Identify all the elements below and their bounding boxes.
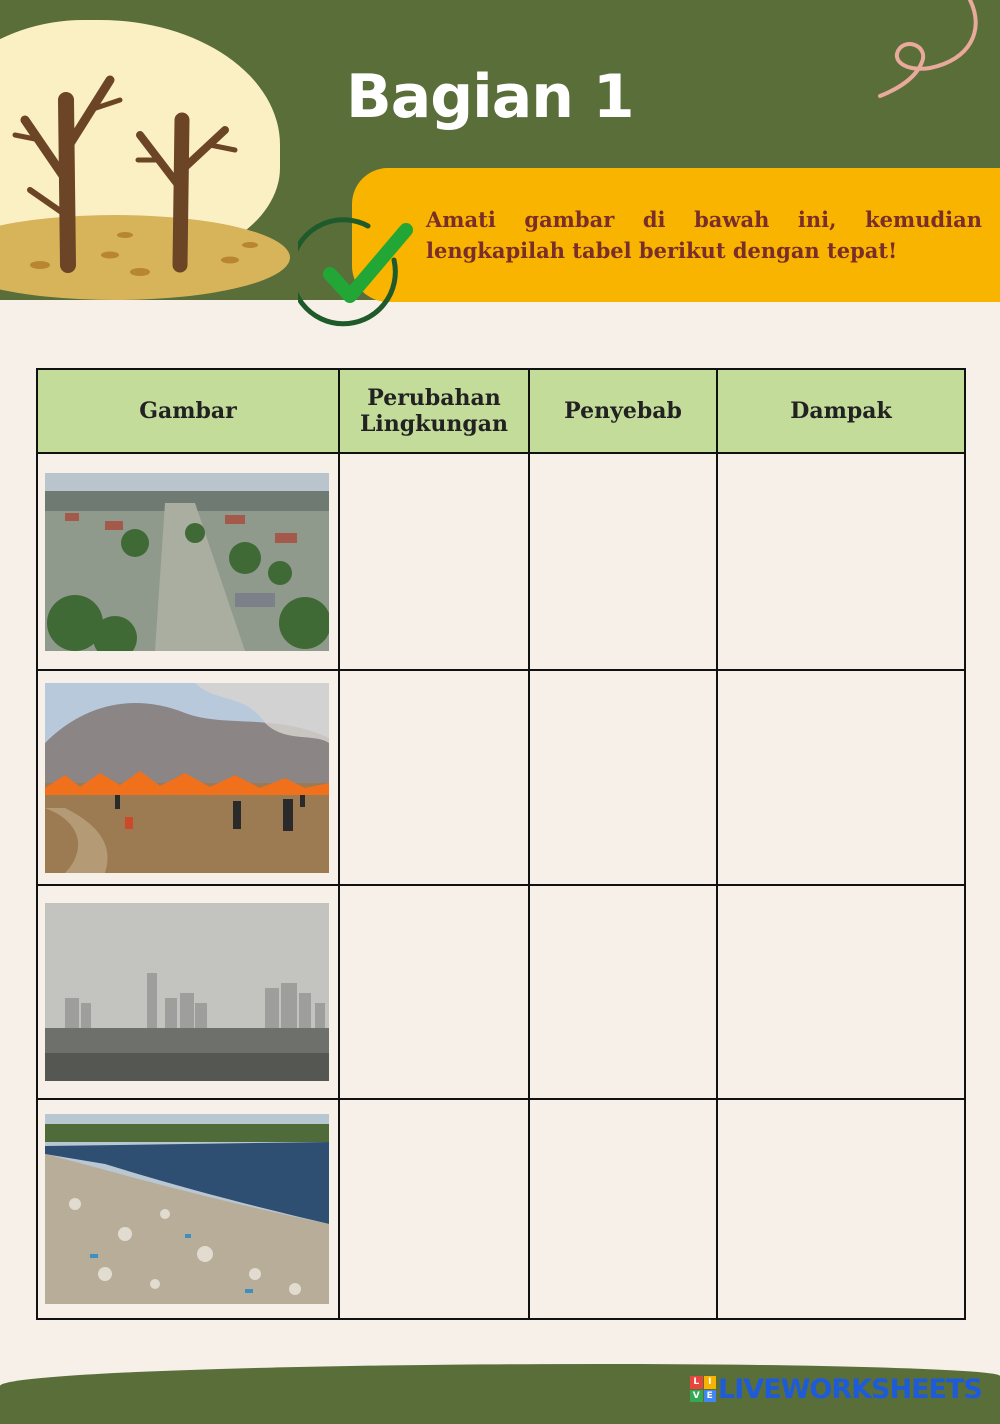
worksheet-table [36,368,966,1320]
dead-trees-illustration [0,40,280,280]
dampak-cell[interactable] [717,885,965,1099]
penyebab-cell[interactable] [529,885,717,1099]
perubahan-cell[interactable] [339,453,529,670]
penyebab-cell[interactable] [529,1099,717,1319]
liveworksheets-logo-icon: L I V E [690,1376,716,1402]
table-row [37,670,965,885]
page-title: Bagian 1 [346,62,634,132]
dampak-cell[interactable] [717,1099,965,1319]
perubahan-cell[interactable] [339,670,529,885]
table-header-row [37,369,965,453]
dampak-cell[interactable] [717,453,965,670]
brand-name: LIVEWORKSHEETS [718,1373,982,1405]
table-row [37,885,965,1099]
column-header-perubahan-lingkungan: Perubahan Lingkungan [339,369,529,453]
grassland-fire-photo [45,683,329,873]
decorative-curl [870,0,1000,110]
table-row [37,1099,965,1319]
image-cell [37,885,339,1099]
penyebab-cell[interactable] [529,670,717,885]
penyebab-cell[interactable] [529,453,717,670]
dampak-cell[interactable] [717,670,965,885]
checkmark-icon [298,216,418,332]
column-header-gambar: Gambar [37,369,339,453]
image-cell [37,453,339,670]
perubahan-cell[interactable] [339,1099,529,1319]
city-smog-photo [45,903,329,1081]
perubahan-cell[interactable] [339,885,529,1099]
flooded-town-photo [45,473,329,651]
image-cell [37,1099,339,1319]
liveworksheets-brand[interactable] [690,1374,982,1404]
column-header-dampak: Dampak [717,369,965,453]
column-header-penyebab: Penyebab [529,369,717,453]
instruction-text: Amati gambar di bawah ini, kemudian lengkapilah tabel berikut dengan tepat! [426,207,982,263]
image-cell [37,670,339,885]
table-row [37,453,965,670]
polluted-shore-photo [45,1114,329,1304]
